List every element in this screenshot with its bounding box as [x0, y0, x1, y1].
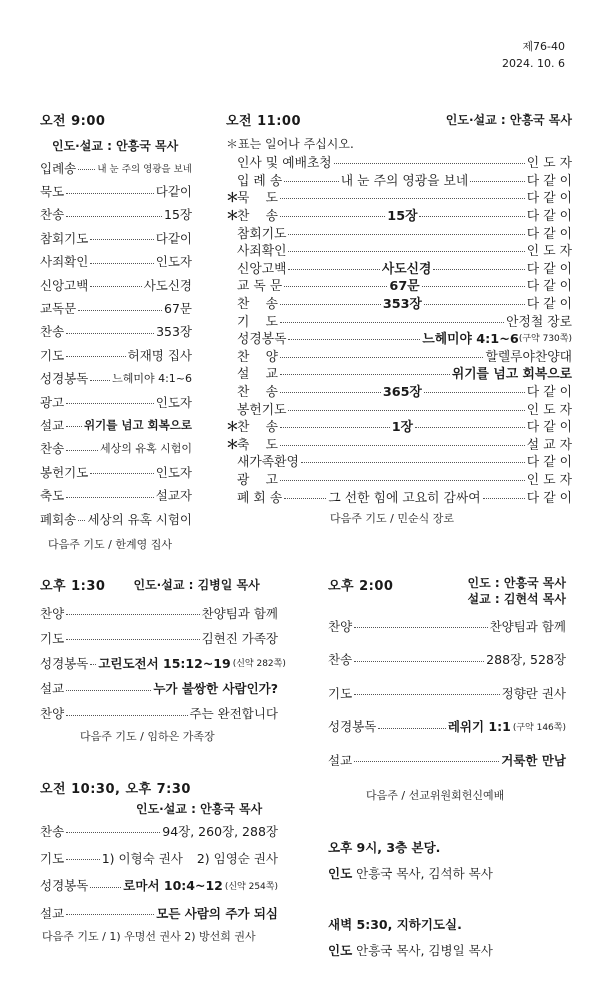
- order-label: 기도: [40, 850, 65, 866]
- order-row: [226, 347, 572, 365]
- bulletin-header: [502, 38, 565, 72]
- dot-leader: [280, 198, 525, 199]
- page-reference: (신약 254쪽): [224, 881, 278, 892]
- order-label: 설교: [40, 905, 65, 921]
- dot-leader: [470, 181, 525, 182]
- service-leader-line: [328, 941, 493, 959]
- dot-leader: [378, 728, 446, 729]
- order-value: 레위기 1:1: [447, 719, 511, 735]
- dot-leader: [280, 216, 385, 217]
- order-detail: 15장: [387, 209, 418, 225]
- dot-leader: [66, 914, 154, 915]
- dot-leader: [66, 193, 154, 194]
- dot-leader: [419, 216, 524, 217]
- service-title: 오후 9시, 3층 본당.: [328, 840, 441, 855]
- order-row: [328, 609, 566, 643]
- dot-leader: [334, 163, 525, 164]
- order-value: 다 같 이: [526, 455, 572, 471]
- order-label: 찬양: [40, 706, 65, 722]
- order-label: 축 도: [237, 437, 278, 453]
- order-label: 입 례 송: [237, 173, 283, 189]
- order-row: [40, 872, 278, 899]
- leader-names: 안흥국 목사, 김병일 목사: [356, 943, 493, 958]
- order-value: 세상의 유혹 시험이: [87, 511, 192, 527]
- order-value: 느헤미야 4:1~6: [112, 372, 192, 386]
- order-value: 94장, 260장, 288장: [162, 823, 278, 839]
- order-value: 다같이: [155, 184, 192, 200]
- order-value: 다 같 이: [526, 420, 573, 436]
- preacher-line: 설교 : 김현석 목사: [467, 592, 566, 606]
- order-label: 설 교: [237, 367, 278, 383]
- order-label: 사죄확인: [237, 244, 287, 260]
- order-label: 성경봉독: [328, 719, 377, 735]
- order-value: 인 도 자: [526, 402, 572, 418]
- dot-leader: [280, 427, 390, 428]
- order-detail: 1장: [391, 420, 414, 436]
- service-title: 오전 10:30, 오후 7:30: [40, 782, 191, 797]
- order-row: [226, 259, 572, 277]
- order-label: 인사 및 예배초청: [237, 156, 332, 172]
- dot-leader: [422, 286, 525, 287]
- dot-leader: [66, 832, 160, 833]
- order-value: 찬양팀과 함께: [201, 605, 278, 621]
- order-label: 찬송: [40, 207, 65, 223]
- dot-leader: [301, 462, 525, 463]
- order-label: 찬송: [40, 823, 65, 839]
- order-value: 설교자: [155, 488, 192, 504]
- order-row: [226, 435, 572, 453]
- dot-leader: [90, 239, 153, 240]
- service-1400: [328, 575, 566, 803]
- order-row: [226, 470, 572, 488]
- order-value: 로마서 10:4~12: [123, 878, 223, 894]
- standing-mark: ＊: [226, 420, 239, 436]
- dot-leader: [66, 426, 82, 427]
- order-value: 위기를 넘고 회복으로: [84, 417, 192, 432]
- next-week-prayer: 다음주 기도 / 임하은 가족장: [80, 729, 215, 743]
- dot-leader: [415, 427, 525, 428]
- order-value: 안정철 장로: [506, 314, 572, 330]
- order-value: 다 같 이: [526, 261, 573, 277]
- dot-leader: [66, 356, 125, 357]
- order-label: 광 고: [237, 472, 278, 488]
- order-row: [40, 296, 192, 319]
- dot-leader: [90, 473, 153, 474]
- service-title: 오후 2:00: [328, 579, 394, 594]
- dot-leader: [66, 216, 162, 217]
- order-value: 정향란 권사: [501, 685, 566, 701]
- dot-leader: [66, 403, 154, 404]
- order-list: [40, 600, 286, 726]
- dot-leader: [280, 480, 525, 481]
- leader-label: 인도: [328, 943, 353, 958]
- order-row: [226, 382, 572, 400]
- order-label: 신앙고백: [40, 277, 89, 293]
- order-value: 다 같 이: [526, 490, 573, 506]
- order-value: 다 같 이: [526, 297, 572, 313]
- order-row: [226, 276, 572, 294]
- order-value: 허재명 집사: [127, 347, 192, 363]
- order-value: 353장: [156, 324, 192, 340]
- service-2100: [328, 838, 493, 882]
- dot-leader: [66, 450, 98, 451]
- dot-leader: [424, 392, 525, 393]
- order-detail: 353장: [382, 297, 422, 313]
- order-label: 참회기도: [237, 226, 287, 242]
- order-value: 1) 이형숙 권사: [101, 850, 183, 866]
- order-row: [40, 507, 192, 530]
- order-detail: 365장: [382, 385, 422, 401]
- dot-leader: [280, 304, 381, 305]
- dot-leader: [354, 627, 487, 628]
- order-label: 봉헌기도: [237, 402, 287, 418]
- order-row: [226, 329, 572, 347]
- order-row: [226, 452, 572, 470]
- order-value: 사도신경: [143, 277, 192, 293]
- order-row: [40, 390, 192, 413]
- dot-leader: [280, 392, 381, 393]
- order-list: [226, 153, 572, 505]
- dot-leader: [66, 690, 151, 691]
- order-detail: 느헤미야 4:1~6: [422, 332, 519, 348]
- order-label: 찬 송: [237, 385, 278, 401]
- service-title: 새벽 5:30, 지하기도실.: [328, 917, 462, 932]
- order-row: [328, 743, 566, 777]
- order-value: 인도자: [155, 464, 192, 480]
- dot-leader: [78, 520, 85, 521]
- order-label: 기도: [40, 347, 65, 363]
- order-label: 참회기도: [40, 230, 89, 246]
- order-row: [40, 676, 278, 701]
- service-title: 오전 11:00: [226, 114, 302, 129]
- order-row: [226, 417, 572, 435]
- order-label: 찬 송: [237, 209, 278, 225]
- order-label: 교독문: [40, 301, 77, 317]
- order-label: 묵 도: [237, 191, 278, 207]
- order-label: 교 독 문: [237, 279, 283, 295]
- order-detail: 사도신경: [381, 261, 432, 277]
- leader-label: 인도: [328, 866, 353, 881]
- order-row: [40, 844, 278, 871]
- dot-leader: [78, 169, 95, 170]
- service-dawn: [328, 915, 493, 959]
- dot-leader: [90, 664, 96, 665]
- order-row: [40, 320, 192, 343]
- dot-leader: [90, 286, 141, 287]
- dot-leader: [284, 498, 326, 499]
- order-row: [40, 460, 192, 483]
- service-0900: [40, 110, 192, 552]
- dot-leader: [288, 234, 524, 235]
- order-value: 15장: [164, 207, 192, 223]
- order-value: 다 같 이: [526, 226, 572, 242]
- issue-date: 2024. 10. 6: [502, 57, 565, 70]
- order-value: 세상의 유혹 시험이: [99, 442, 192, 456]
- service-leader: 인도·설교 : 안흥국 목사: [445, 113, 572, 127]
- service-leaders: [468, 575, 566, 607]
- dot-leader: [354, 694, 499, 695]
- order-detail: 내 눈 주의 영광을 보네: [340, 173, 469, 189]
- dot-leader: [280, 322, 504, 323]
- order-row: [328, 676, 566, 710]
- dot-leader: [66, 715, 187, 716]
- order-value: 인도자: [155, 254, 192, 270]
- order-value: 인 도 자: [526, 244, 572, 260]
- order-value: 다 같 이: [526, 279, 573, 295]
- order-label: 찬송: [40, 441, 65, 457]
- dot-leader: [354, 661, 484, 662]
- dot-leader: [483, 498, 525, 499]
- order-value: 누가 불쌍한 사람인가?: [153, 681, 278, 697]
- dot-leader: [78, 310, 162, 311]
- dot-leader: [280, 445, 525, 446]
- order-value: 다 같 이: [526, 173, 572, 189]
- standing-mark: ＊: [226, 191, 239, 207]
- dot-leader: [284, 181, 339, 182]
- order-label: 성경봉독: [40, 371, 89, 387]
- next-week-prayer: 다음주 기도 / 1) 우명선 권사 2) 방선희 권사: [42, 930, 256, 944]
- order-value-2: 2) 임영순 권사: [196, 850, 278, 866]
- service-leader-line: [328, 864, 493, 882]
- order-label: 신앙고백: [237, 261, 287, 277]
- order-label: 찬 양: [237, 349, 278, 365]
- order-label: 설교: [40, 681, 65, 697]
- order-row: [226, 364, 572, 382]
- leader-line: 인도 : 안흥국 목사: [467, 576, 566, 590]
- order-label: 새가족환영: [237, 455, 299, 471]
- order-label: 축도: [40, 488, 65, 504]
- order-value: 내 눈 주의 영광을 보네: [97, 163, 192, 175]
- order-label: 입례송: [40, 160, 77, 176]
- dot-leader: [66, 639, 199, 640]
- service-1100: [226, 110, 572, 526]
- dot-leader: [90, 887, 121, 888]
- order-label: 찬송: [40, 324, 65, 340]
- order-label: 찬양: [40, 605, 65, 621]
- order-label: 봉헌기도: [40, 464, 89, 480]
- order-value: 할렐루야찬양대: [485, 349, 572, 365]
- order-row: [40, 273, 192, 296]
- order-label: 성경봉독: [40, 878, 89, 894]
- order-value: 다 같 이: [526, 385, 572, 401]
- standing-mark: ＊: [226, 209, 239, 225]
- service-title: 오전 9:00: [40, 114, 106, 129]
- order-row: [40, 343, 192, 366]
- order-row: [40, 413, 192, 436]
- order-value: 고린도전서 15:12~19: [98, 655, 231, 671]
- order-detail: 그 선한 힘에 고요히 감싸여: [328, 490, 481, 506]
- next-week-prayer: 다음주 기도 / 한계영 집사: [48, 538, 172, 552]
- order-row: [40, 226, 192, 249]
- page-reference: (구약 146쪽): [512, 722, 566, 733]
- order-value: 다 같 이: [526, 209, 572, 225]
- service-leader: 인도·설교 : 김병일 목사: [133, 578, 260, 592]
- issue-number: 제76-40: [522, 40, 565, 53]
- order-row: [40, 600, 278, 625]
- order-row: [40, 250, 192, 273]
- order-value: 인 도 자: [526, 472, 572, 488]
- order-label: 설교: [40, 417, 65, 433]
- page-reference: (신약 282쪽): [232, 659, 286, 670]
- order-label: 찬 송: [237, 297, 278, 313]
- order-value: 인도자: [155, 394, 192, 410]
- service-1030-1930: [40, 778, 278, 944]
- order-value: 찬양팀과 함께: [489, 618, 566, 634]
- dot-leader: [288, 410, 524, 411]
- service-title: 오후 1:30: [40, 579, 106, 594]
- dot-leader: [288, 251, 524, 252]
- order-row: [226, 311, 572, 329]
- order-value: 모든 사람의 주가 되심: [156, 905, 278, 921]
- order-label: 찬송: [328, 652, 353, 668]
- order-row: [40, 625, 278, 650]
- dot-leader: [288, 269, 379, 270]
- order-row: [226, 399, 572, 417]
- order-label: 기도: [40, 630, 65, 646]
- order-label: 기도: [328, 685, 353, 701]
- order-row: [40, 367, 192, 390]
- order-row: [40, 483, 192, 506]
- order-value: 67문: [164, 301, 192, 317]
- order-list: [40, 817, 278, 926]
- dot-leader: [354, 761, 499, 762]
- order-value: 설 교 자: [526, 437, 572, 453]
- order-label: 사죄확인: [40, 254, 89, 270]
- order-label: 찬 송: [237, 420, 278, 436]
- dot-leader: [284, 286, 387, 287]
- order-row: [226, 206, 572, 224]
- service-leader: 인도·설교 : 안흥국 목사: [136, 802, 263, 816]
- order-value: 인 도 자: [526, 156, 572, 172]
- order-row: [40, 437, 192, 460]
- order-detail: 67문: [389, 279, 420, 295]
- dot-leader: [433, 269, 524, 270]
- order-value: 다같이: [155, 230, 192, 246]
- order-row: [40, 899, 278, 926]
- dot-leader: [280, 374, 450, 375]
- leader-names: 안흥국 목사, 김석하 목사: [356, 866, 493, 881]
- dot-leader: [66, 497, 154, 498]
- order-label: 성경봉독: [237, 332, 287, 348]
- next-week-note: 다음주 / 선교위원회헌신예배: [366, 788, 505, 802]
- dot-leader: [90, 263, 153, 264]
- standing-mark: ＊: [226, 437, 239, 453]
- page-reference: (구약 730쪽): [518, 334, 572, 345]
- order-row: [40, 203, 192, 226]
- order-row: [226, 294, 572, 312]
- order-label: 기 도: [237, 314, 278, 330]
- order-value: 주는 완전합니다: [189, 706, 278, 722]
- order-label: 폐 회 송: [237, 490, 283, 506]
- next-week-prayer: 다음주 기도 / 민순식 장로: [330, 511, 454, 525]
- service-1330: [40, 575, 286, 744]
- order-value: 위기를 넘고 회복으로: [451, 367, 572, 383]
- order-row: [226, 223, 572, 241]
- dot-leader: [424, 304, 525, 305]
- order-row: [226, 188, 572, 206]
- dot-leader: [66, 333, 154, 334]
- order-label: 찬양: [328, 618, 353, 634]
- order-row: [226, 241, 572, 259]
- order-row: [328, 643, 566, 677]
- dot-leader: [90, 380, 110, 381]
- order-row: [328, 710, 566, 744]
- standing-notice: ＊표는 일어나 주십시오.: [226, 137, 354, 151]
- order-label: 성경봉독: [40, 655, 89, 671]
- order-value: 288장, 528장: [486, 652, 566, 668]
- order-row: [40, 701, 278, 726]
- order-row: [40, 179, 192, 202]
- order-row: [40, 817, 278, 844]
- order-row: [40, 156, 192, 179]
- order-row: [226, 487, 572, 505]
- order-label: 설교: [328, 752, 353, 768]
- service-leader: 인도·설교 : 안흥국 목사: [52, 139, 179, 153]
- order-list: [40, 156, 192, 530]
- order-label: 폐회송: [40, 511, 77, 527]
- dot-leader: [66, 614, 199, 615]
- order-value: 거룩한 만남: [501, 752, 566, 768]
- order-label: 묵도: [40, 184, 65, 200]
- dot-leader: [288, 339, 420, 340]
- dot-leader: [66, 859, 100, 860]
- order-value: 다 같 이: [526, 191, 572, 207]
- order-row: [226, 153, 572, 171]
- order-row: [40, 650, 286, 675]
- order-value: 김현진 가족장: [201, 630, 278, 646]
- order-list: [328, 609, 566, 777]
- dot-leader: [280, 357, 483, 358]
- order-label: 광고: [40, 394, 65, 410]
- order-row: [226, 171, 572, 189]
